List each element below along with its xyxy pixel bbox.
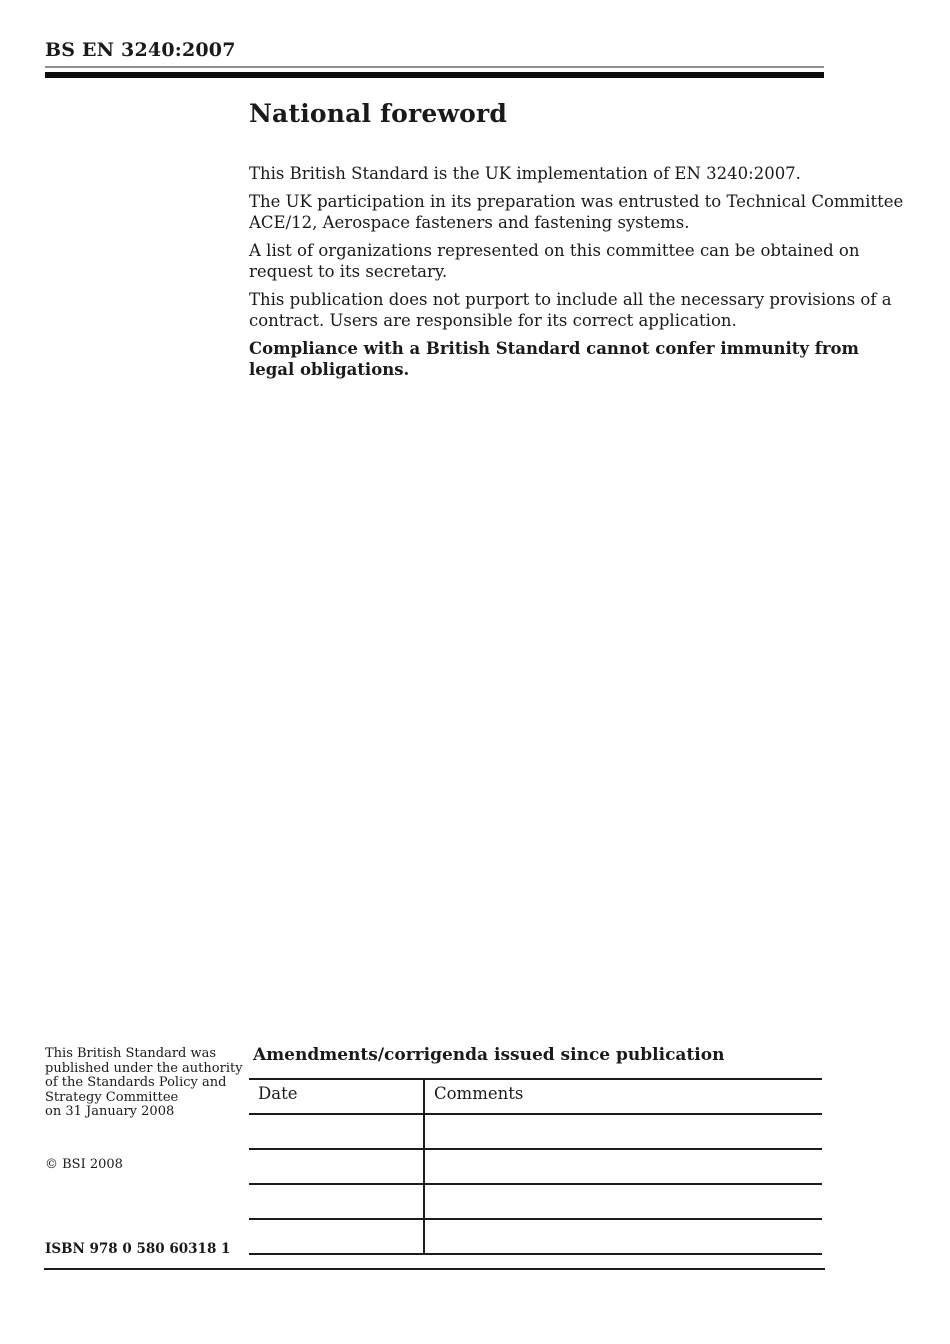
paragraph-line: legal obligations. [249, 360, 410, 379]
copyright-notice: © BSI 2008 [45, 1157, 123, 1172]
table-cell-comments [424, 1114, 822, 1149]
header-rule-thick [45, 72, 824, 78]
table-row [249, 1184, 822, 1219]
table-header-comments: Comments [424, 1079, 822, 1114]
paragraph-line: request to its secretary. [249, 262, 448, 281]
paragraph [249, 289, 892, 331]
publication-note-line: on 31 January 2008 [45, 1104, 175, 1119]
paragraph-line: The UK participation in its preparation was entrusted to Technical Committee [249, 192, 904, 211]
publication-note [45, 1047, 245, 1120]
paragraph-compliance-note [249, 338, 860, 380]
table-cell-comments [424, 1149, 822, 1184]
paragraph-line: A list of organizations represented on this committee can be obtained on [249, 241, 860, 260]
standard-number: BS EN 3240:2007 [45, 39, 236, 61]
body-copy [249, 163, 904, 387]
table-cell-date [249, 1114, 424, 1149]
amendments-heading: Amendments/corrigenda issued since publication [253, 1045, 725, 1065]
table-header-row [249, 1079, 822, 1114]
header-rule-thin [45, 66, 824, 68]
table-cell-date [249, 1219, 424, 1254]
table-row [249, 1219, 822, 1254]
table-cell-date [249, 1149, 424, 1184]
table-row [249, 1114, 822, 1149]
paragraph-line: This publication does not purport to include all the necessary provisions of a [249, 290, 892, 309]
table-cell-date [249, 1184, 424, 1219]
table-cell-comments [424, 1184, 822, 1219]
paragraph [249, 163, 839, 184]
paragraph [249, 191, 904, 233]
page-title: National foreword [249, 99, 508, 128]
publication-note-line: of the Standards Policy and [45, 1075, 227, 1090]
paragraph-line: ACE/12, Aerospace fasteners and fastening systems. [249, 213, 690, 232]
publication-note-line: published under the authority [45, 1060, 243, 1076]
footer-rule [44, 1268, 825, 1270]
table-header-date: Date [249, 1079, 424, 1114]
table-row [249, 1149, 822, 1184]
paragraph-line: This British Standard is the UK implementation of EN 3240:2007. [249, 164, 801, 183]
publication-note-line: This British Standard was [45, 1046, 217, 1061]
amendments-table [249, 1078, 822, 1255]
paragraph-line: Compliance with a British Standard cannot confer immunity from [249, 339, 860, 358]
paragraph-line: contract. Users are responsible for its correct application. [249, 311, 737, 330]
isbn-number: ISBN 978 0 580 60318 1 [45, 1241, 231, 1257]
publication-note-line: Strategy Committee [45, 1089, 179, 1105]
paragraph [249, 240, 860, 282]
table-cell-comments [424, 1219, 822, 1254]
